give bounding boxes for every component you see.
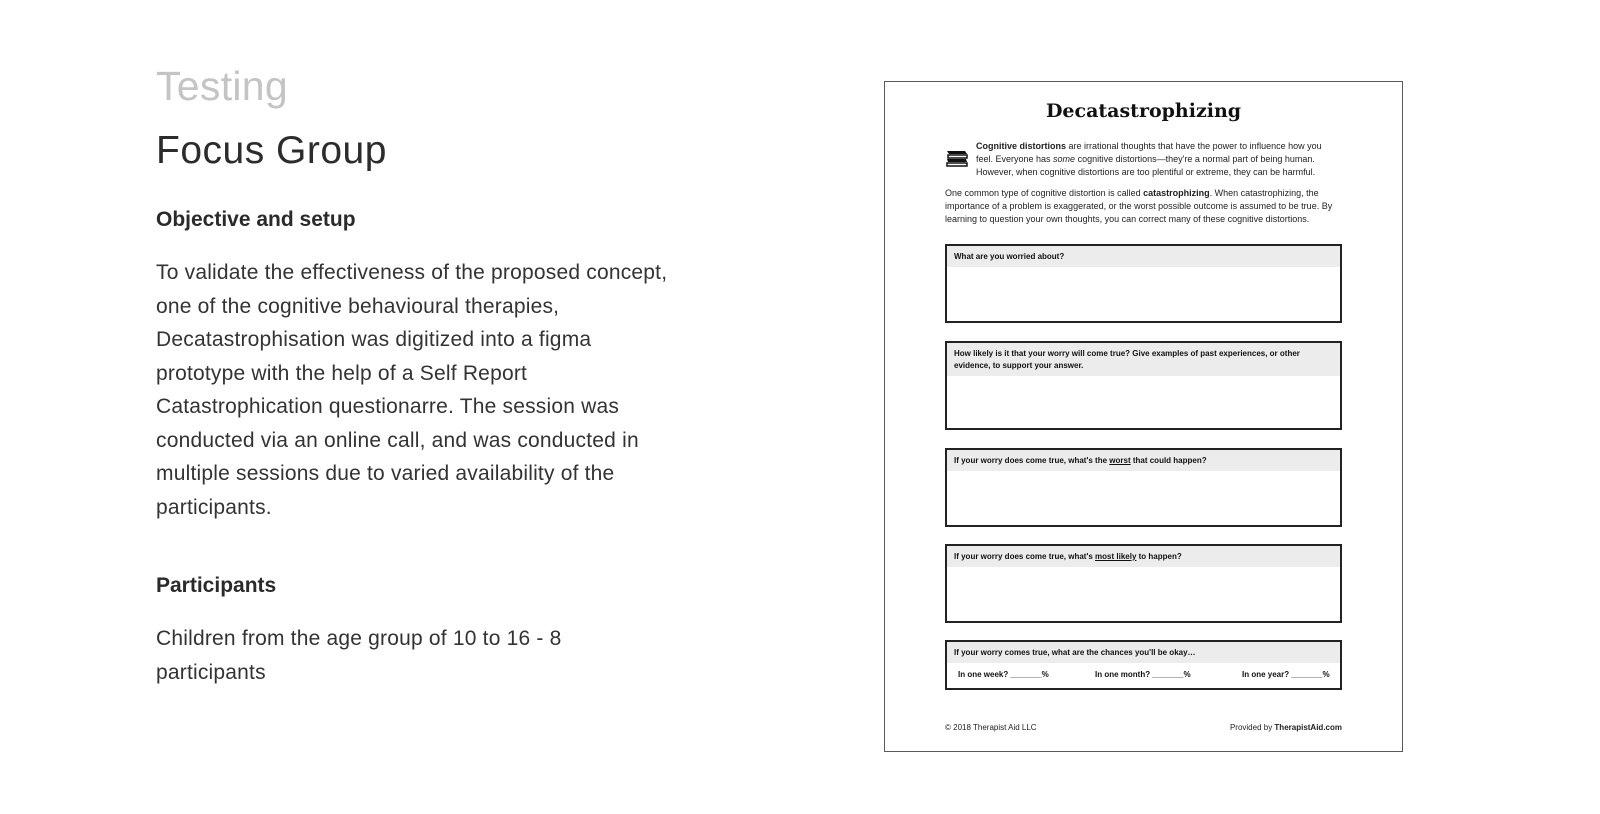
worksheet-title: Decatastrophizing: [1045, 100, 1242, 122]
chance-year: In one year? _______%: [1242, 670, 1330, 679]
worksheet-image: [884, 81, 1403, 752]
intro-text: Cognitive distortions are irrational thoughts that have the power to influence how you feel. Everyone has some cognitive distortions—they're a normal part of being human. However, when cognitive distortions are too plentiful or extreme, they can be harmful.: [976, 141, 1322, 177]
question-box-worst: [945, 448, 1342, 527]
question-label: If your worry does come true, what's most likely to happen?: [947, 546, 1340, 567]
worksheet-copyright: © 2018 Therapist Aid LLC: [945, 723, 1037, 732]
objective-heading: Objective and setup: [156, 208, 356, 231]
question-label: If your worry comes true, what are the chances you'll be okay…: [947, 642, 1340, 663]
content-column: [156, 56, 676, 689]
question-label: What are you worried about?: [947, 246, 1340, 267]
participants-text: Children from the age group of 10 to 16 - 8 participants: [156, 627, 562, 684]
question-label: If your worry does come true, what's the worst that could happen?: [947, 450, 1340, 471]
question-box-worry: [945, 244, 1342, 323]
page-title: Focus Group: [156, 129, 387, 172]
worksheet-description: One common type of cognitive distortion is called catastrophizing. When catastrophizing, the importance of a problem is exaggerated, or the worst possible outcome is assumed to be true. By learning to question your own thoughts, you can correct many of these cognitive distortions.: [945, 188, 1333, 224]
chance-week: In one week? _______%: [958, 670, 1049, 679]
chance-month: In one month? _______%: [1095, 670, 1191, 679]
question-box-likelihood: [945, 341, 1342, 430]
participants-heading: Participants: [156, 574, 277, 597]
question-box-most-likely: [945, 544, 1342, 623]
worksheet-intro: [945, 140, 1342, 180]
books-icon: [945, 148, 969, 168]
section-label: Testing: [156, 63, 289, 109]
question-label: How likely is it that your worry will come true? Give examples of past experiences, or other evidence, to support your answer.: [947, 343, 1340, 376]
worksheet-provider: Provided by TherapistAid.com: [1229, 723, 1342, 732]
objective-text: To validate the effectiveness of the proposed concept, one of the cognitive behavioural therapies, Decatastrophisation was digitized into a figma prototype with the help of a Self Report Catastrophication questionarre. The session was conducted via an online call, and was conducted in multiple sessions due to varied availability of the participants.: [156, 261, 668, 519]
question-box-chances: [945, 640, 1342, 690]
